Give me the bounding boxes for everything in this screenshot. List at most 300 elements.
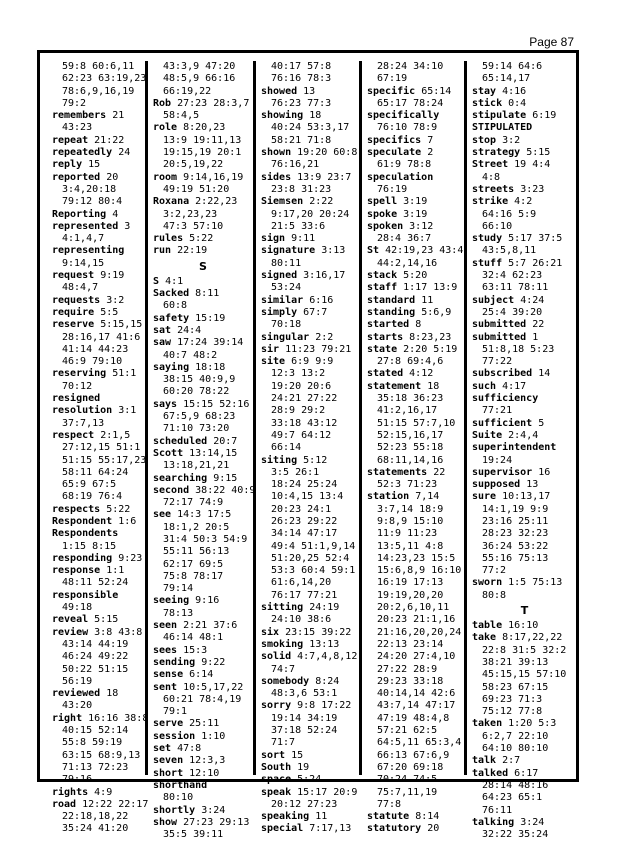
index-page-refs: 15: [291, 749, 304, 761]
index-entry: [52, 528, 145, 540]
index-headword: showing: [261, 110, 304, 122]
index-headword: speculation: [367, 171, 434, 183]
index-page-refs: 43:5,8,11: [482, 245, 537, 257]
index-page-refs: 3:24: [201, 804, 226, 816]
index-headword: scheduled: [153, 435, 208, 447]
index-entry: [367, 110, 464, 122]
index-headword: responding: [52, 552, 113, 564]
index-page-refs: 13:9 19:11,13: [163, 134, 242, 146]
index-entry: [472, 817, 577, 829]
index-page-refs: 63:15 68:9,13: [62, 749, 141, 761]
index-entry: [153, 620, 253, 632]
index-entry-continuation: [261, 491, 359, 503]
index-page-refs: 15:19: [195, 312, 226, 324]
index-headword: spoke: [367, 208, 398, 220]
index-page-refs: 1:5 75:13: [508, 577, 563, 589]
index-page-refs: 20:23 24:1: [271, 503, 332, 515]
index-page-refs: 41:14 44:23: [62, 343, 129, 355]
index-page-refs: 38:21 39:13: [482, 656, 549, 668]
index-entry-continuation: [52, 774, 145, 786]
index-page-refs: 8:17,22,22: [502, 632, 563, 644]
index-page-refs: 79:1: [163, 706, 188, 718]
index-headword: see: [153, 509, 172, 521]
index-page-refs: 28:24 34:10: [377, 61, 444, 72]
index-page-refs: 58:23 67:15: [482, 681, 549, 693]
index-page-refs: 51:20,25 52:4: [271, 552, 350, 564]
index-page-refs: 46:14 48:1: [163, 632, 224, 644]
index-entry-continuation: [367, 737, 464, 749]
index-entry-continuation: [261, 159, 359, 171]
index-page-refs: 9:8 17:22: [297, 700, 352, 712]
index-entry: [52, 221, 145, 233]
index-page-refs: 13:9 23:7: [297, 171, 352, 183]
index-headword: strike: [472, 196, 509, 208]
index-entry-continuation: [52, 455, 145, 467]
index-headword: statutory: [367, 823, 422, 835]
index-entry-continuation: [52, 811, 145, 823]
index-headword: simply: [261, 306, 298, 318]
index-entry: [261, 245, 359, 257]
index-page-refs: 31:4 50:3 54:9: [163, 533, 248, 545]
index-page-refs: 24:19: [309, 602, 340, 614]
index-page-refs: 13:14,15: [189, 447, 238, 459]
index-entry-continuation: [261, 516, 359, 528]
index-entry: [52, 430, 145, 442]
index-entry-continuation: [52, 676, 145, 688]
index-headword: right: [52, 712, 83, 724]
index-entry-continuation: [52, 700, 145, 712]
index-page-refs: 61:9 78:8: [377, 159, 432, 171]
index-page-refs: 20:5,19,22: [163, 159, 224, 171]
index-entry-continuation: [261, 319, 359, 331]
index-page-refs: 9:14,15: [62, 257, 105, 269]
index-page-refs: 18:18: [195, 361, 226, 373]
index-page-refs: 42:19,23 43:4: [385, 245, 464, 257]
index-entry: [472, 258, 577, 270]
index-page-refs: 1: [532, 331, 539, 343]
index-entry: [52, 319, 145, 331]
index-page-refs: 40:24 53:3,17: [271, 122, 350, 134]
index-page-refs: 80:8: [482, 589, 507, 601]
index-entry-continuation: [52, 332, 145, 344]
index-page-refs: 22:8 31:5 32:2: [482, 644, 567, 656]
index-entry: [472, 184, 577, 196]
index-entry: [367, 209, 464, 221]
index-page-refs: 11: [421, 294, 434, 306]
index-page-refs: 2:20 5:19: [403, 343, 458, 355]
index-entry: [261, 700, 359, 712]
index-page-refs: 55:16 75:13: [482, 552, 549, 564]
index-page-refs: 11: [315, 811, 328, 823]
index-entry: [153, 805, 253, 817]
index-headword: stop: [472, 134, 497, 146]
index-entry: [367, 147, 464, 159]
index-page-refs: 4:1,4,7: [62, 233, 105, 245]
index-page-refs: 40:17 57:8: [271, 61, 332, 72]
index-page-refs: 22:19: [177, 245, 208, 257]
index-entry-continuation: [367, 184, 464, 196]
index-entry-continuation: [367, 516, 464, 528]
index-page-refs: 2: [427, 147, 434, 159]
index-page-refs: 69:23 71:3: [482, 693, 543, 705]
index-page-refs: 10:5,17,22: [183, 681, 244, 693]
index-headword: sitting: [261, 602, 304, 614]
index-entry: [52, 614, 145, 626]
index-page-refs: 25:4 39:20: [482, 306, 543, 318]
index-entry: [52, 368, 145, 380]
index-entry-continuation: [472, 172, 577, 184]
index-entry: [367, 319, 464, 331]
index-page-refs: 61:6,14,20: [271, 577, 332, 589]
index-entry-continuation: [153, 571, 253, 583]
index-entry-continuation: [153, 792, 253, 804]
index-headword: subject: [472, 294, 515, 306]
index-page-refs: 13:13: [309, 638, 340, 650]
index-headword: STIPULATED: [472, 122, 533, 134]
index-entry: [52, 627, 145, 639]
index-page-refs: 14:3 17:5: [177, 509, 232, 521]
index-entry: [472, 233, 577, 245]
index-headword: sir: [261, 343, 280, 355]
index-headword: remembers: [52, 110, 107, 122]
index-entry-continuation: [52, 577, 145, 589]
index-entry-continuation: [52, 823, 145, 835]
index-entry: [472, 135, 577, 147]
index-page-refs: 8: [415, 319, 422, 331]
index-page-refs: 17:24 39:14: [177, 337, 244, 349]
index-page-refs: 11:9 11:23: [377, 528, 438, 540]
index-entry-continuation: [367, 639, 464, 651]
index-page-refs: 2:22,23: [195, 196, 238, 208]
index-page-refs: 6:2,7 22:10: [482, 730, 549, 742]
index-page-refs: 18:1,2 20:5: [163, 521, 230, 533]
index-page-refs: 27:23 28:3,7: [177, 97, 250, 109]
index-page-refs: 62:17 69:5: [163, 558, 224, 570]
index-entry-continuation: [153, 694, 253, 706]
index-page-refs: 3:23: [520, 183, 545, 195]
index-page-refs: 59:14 64:6: [482, 61, 543, 72]
index-headword: Roxana: [153, 196, 190, 208]
index-entry-continuation: [52, 381, 145, 393]
index-page-refs: 3:8 43:8: [94, 626, 143, 638]
index-page-refs: 45:15,15 57:10: [482, 669, 567, 681]
index-headword: statute: [367, 811, 410, 823]
index-column-3: [261, 61, 362, 835]
index-entry: [52, 295, 145, 307]
index-page-refs: 3:2,23,23: [163, 208, 218, 220]
index-entry: [367, 811, 464, 823]
index-entry: [153, 509, 253, 521]
index-entry-continuation: [52, 491, 145, 503]
index-page-refs: 32:22 35:24: [482, 829, 549, 841]
index-entry: [52, 688, 145, 700]
index-page-refs: 43:20: [62, 700, 93, 712]
index-page-refs: 60:20 78:22: [163, 386, 230, 398]
index-page-refs: 1:10: [201, 730, 226, 742]
index-page-refs: 66:19,22: [163, 85, 212, 97]
index-column-4: [367, 61, 467, 835]
index-entry-continuation: [261, 664, 359, 676]
index-entry: [367, 368, 464, 380]
index-entry: [472, 98, 577, 110]
index-entry-continuation: [261, 122, 359, 134]
index-entry: [261, 295, 359, 307]
index-entry: [472, 295, 577, 307]
index-page-refs: 21: [112, 110, 125, 122]
index-page-refs: 41:2,16,17: [377, 405, 438, 417]
index-page-refs: 22:13 23:14: [377, 638, 444, 650]
index-entry-continuation: [367, 455, 464, 467]
index-entry: [472, 577, 577, 589]
index-page-refs: 3:2: [106, 294, 125, 306]
index-entry-continuation: [472, 792, 577, 804]
index-page-refs: 25:11: [189, 718, 220, 730]
index-headword: repeatedly: [52, 147, 113, 159]
index-entry: [153, 196, 253, 208]
index-page-refs: 9:22: [201, 656, 226, 668]
index-entry-continuation: [52, 184, 145, 196]
index-entry-continuation: [261, 98, 359, 110]
index-page-refs: 49:19 51:20: [163, 183, 230, 195]
index-entry-continuation: [153, 184, 253, 196]
index-page-refs: 58:4,5: [163, 110, 200, 122]
index-entry: [153, 172, 253, 184]
index-page-refs: 67:7: [303, 306, 328, 318]
index-headword: singular: [261, 331, 310, 343]
index-page-refs: 52:3 71:23: [377, 479, 438, 491]
index-headword: showed: [261, 85, 298, 97]
index-page-refs: 62:23 63:19,23: [62, 73, 147, 85]
index-page-refs: 70:24 74:5: [377, 774, 438, 786]
index-page-refs: 75:7,11,19: [377, 786, 438, 798]
index-entry: [472, 768, 577, 780]
index-entry-continuation: [472, 805, 577, 817]
index-entry-continuation: [367, 73, 464, 85]
index-entry-continuation: [367, 614, 464, 626]
index-page-refs: 5:7 26:21: [508, 257, 563, 269]
index-headword: seeing: [153, 595, 190, 607]
index-page-refs: 5: [538, 417, 545, 429]
index-page-refs: 49:7 64:12: [271, 429, 332, 441]
index-entry-continuation: [472, 282, 577, 294]
index-page-refs: 8:24: [315, 675, 340, 687]
index-entry-continuation: [153, 829, 253, 841]
index-entry-continuation: [367, 430, 464, 442]
index-entry: [153, 755, 253, 767]
index-entry: [261, 110, 359, 122]
index-headword: serve: [153, 718, 184, 730]
index-page-refs: 77:8: [377, 798, 402, 810]
index-entry: [472, 718, 577, 730]
index-entry-continuation: [52, 344, 145, 356]
index-headword: sent: [153, 681, 178, 693]
index-headword: St: [367, 245, 380, 257]
index-page-refs: 48:3,6 53:1: [271, 688, 338, 700]
index-entry-continuation: [261, 799, 359, 811]
index-page-refs: 4:2: [514, 196, 533, 208]
index-page-refs: 36:24 53:22: [482, 540, 549, 552]
index-entry: [367, 467, 464, 479]
index-entry: [472, 442, 577, 454]
index-page-refs: 28:9 29:2: [271, 405, 326, 417]
index-page-refs: 40:14,14 42:6: [377, 688, 456, 700]
index-entry: [472, 479, 577, 491]
index-page-refs: 71:7: [271, 737, 296, 749]
index-page-refs: 55:11 56:13: [163, 546, 230, 558]
index-entry: [472, 393, 577, 405]
index-entry-continuation: [153, 546, 253, 558]
index-page-refs: 9:16: [195, 595, 220, 607]
index-entry-continuation: [52, 725, 145, 737]
index-entry-continuation: [153, 350, 253, 362]
index-entry: [367, 221, 464, 233]
index-page-refs: 3:19: [403, 196, 428, 208]
index-page-refs: 51:1: [112, 368, 137, 380]
index-page-refs: 19:20 20:6: [271, 380, 332, 392]
index-headword: solid: [261, 651, 292, 663]
index-page-refs: 10:13,17: [502, 491, 551, 503]
index-page-refs: 49:18: [62, 602, 93, 614]
index-entry: [261, 172, 359, 184]
index-entry: [367, 307, 464, 319]
index-page-refs: 80:11: [271, 257, 302, 269]
index-entry: [153, 731, 253, 743]
index-headword: submitted: [472, 319, 527, 331]
index-entry-continuation: [153, 73, 253, 85]
index-headword: short: [153, 767, 184, 779]
index-entry-continuation: [153, 423, 253, 435]
index-entry: [261, 307, 359, 319]
index-headword: respect: [52, 429, 95, 441]
index-entry-continuation: [52, 651, 145, 663]
index-headword: Scott: [153, 447, 184, 459]
index-headword: review: [52, 626, 89, 638]
index-page-refs: 19 4:4: [514, 159, 551, 171]
index-entry: [367, 491, 464, 503]
index-entry: [153, 325, 253, 337]
index-entry-continuation: [472, 528, 577, 540]
index-page-refs: 52:23 55:18: [377, 442, 444, 454]
index-page-refs: 1:17 13:9: [403, 282, 458, 294]
index-page-refs: 5:15,15: [100, 319, 143, 331]
index-headword: sufficiency: [472, 393, 539, 405]
index-entry-continuation: [472, 553, 577, 565]
page-number: Page 87: [529, 35, 574, 49]
index-headword: seven: [153, 755, 184, 767]
index-entry: [52, 209, 145, 221]
index-page-refs: 5:15: [526, 147, 551, 159]
index-headword: South: [261, 761, 292, 773]
index-page-refs: 78:13: [163, 607, 194, 619]
index-page-refs: 21:16,20,20,24: [377, 626, 462, 638]
index-entry-continuation: [52, 282, 145, 294]
index-page-refs: 43:23: [62, 122, 93, 134]
index-entry-continuation: [261, 713, 359, 725]
index-entry-continuation: [153, 534, 253, 546]
index-headword: state: [367, 343, 398, 355]
index-headword: shorthand: [153, 779, 208, 791]
index-entry: [153, 657, 253, 669]
index-entry-continuation: [153, 159, 253, 171]
index-page-refs: 64:10 80:10: [482, 743, 549, 755]
index-entry-continuation: [472, 657, 577, 669]
index-page-refs: 77:2: [482, 565, 507, 577]
index-page-refs: 24:4: [177, 324, 202, 336]
index-entry-continuation: [153, 110, 253, 122]
index-entry-continuation: [472, 307, 577, 319]
index-page-refs: 27:12,15 51:1: [62, 442, 141, 454]
index-entry-continuation: [261, 565, 359, 577]
index-headword: take: [472, 632, 497, 644]
index-entry: [153, 768, 253, 780]
index-page-refs: 23:15 39:22: [285, 626, 352, 638]
index-entry-continuation: [472, 706, 577, 718]
index-page-refs: 20:23 21:1,16: [377, 614, 456, 626]
index-page-refs: 16:16 38:8: [88, 712, 149, 724]
index-headword: submitted: [472, 331, 527, 343]
index-page-refs: 5:12: [303, 454, 328, 466]
index-entry-continuation: [52, 86, 145, 98]
index-page-refs: 75:8 78:17: [163, 570, 224, 582]
index-entry-continuation: [367, 577, 464, 589]
index-entry-continuation: [261, 405, 359, 417]
index-entry-continuation: [153, 300, 253, 312]
index-headword: Respondents: [52, 528, 119, 540]
index-headword: response: [52, 565, 101, 577]
index-entry: [261, 750, 359, 762]
index-page-refs: 33:18 43:12: [271, 417, 338, 429]
index-entry-continuation: [472, 405, 577, 417]
index-page-refs: 9:8,9 15:10: [377, 515, 444, 527]
index-page-refs: 1:6: [118, 515, 137, 527]
index-entry-continuation: [472, 682, 577, 694]
index-page-refs: 38:15 40:9,9: [163, 374, 236, 386]
index-entry-continuation: [367, 664, 464, 676]
index-page-refs: 79:12 80:4: [62, 196, 123, 208]
index-page-refs: 37:7,13: [62, 417, 105, 429]
index-page-refs: 52:15,16,17: [377, 429, 444, 441]
index-page-refs: 2:21 37:6: [183, 620, 238, 632]
index-headword: signed: [261, 270, 298, 282]
index-page-refs: 70:18: [271, 319, 302, 331]
index-page-refs: 68:19 76:4: [62, 491, 123, 503]
index-entry: [153, 399, 253, 411]
index-entry: [153, 743, 253, 755]
index-page-refs: 20:2,6,10,11: [377, 602, 450, 614]
index-headword: speaking: [261, 811, 310, 823]
index-page-refs: 3:5 26:1: [271, 466, 320, 478]
index-entry-continuation: [472, 731, 577, 743]
index-entry-continuation: [261, 479, 359, 491]
index-headword: Sacked: [153, 288, 190, 300]
index-page-refs: 2:22: [309, 196, 334, 208]
index-entry: [472, 632, 577, 644]
index-entry-continuation: [472, 645, 577, 657]
index-entry: [472, 332, 577, 344]
index-entry: [153, 313, 253, 325]
index-entry-continuation: [472, 565, 577, 577]
index-headword: spell: [367, 196, 398, 208]
index-page-refs: 12:3 13:2: [271, 368, 326, 380]
index-page-refs: 66:10: [482, 220, 513, 232]
index-entry-continuation: [261, 61, 359, 73]
index-entry: [153, 122, 253, 134]
index-entry-continuation: [367, 98, 464, 110]
index-page-refs: 18: [106, 688, 119, 700]
index-headword: signature: [261, 245, 316, 257]
index-page-refs: 13: [303, 85, 316, 97]
index-page-refs: 9:14,16,19: [183, 171, 244, 183]
